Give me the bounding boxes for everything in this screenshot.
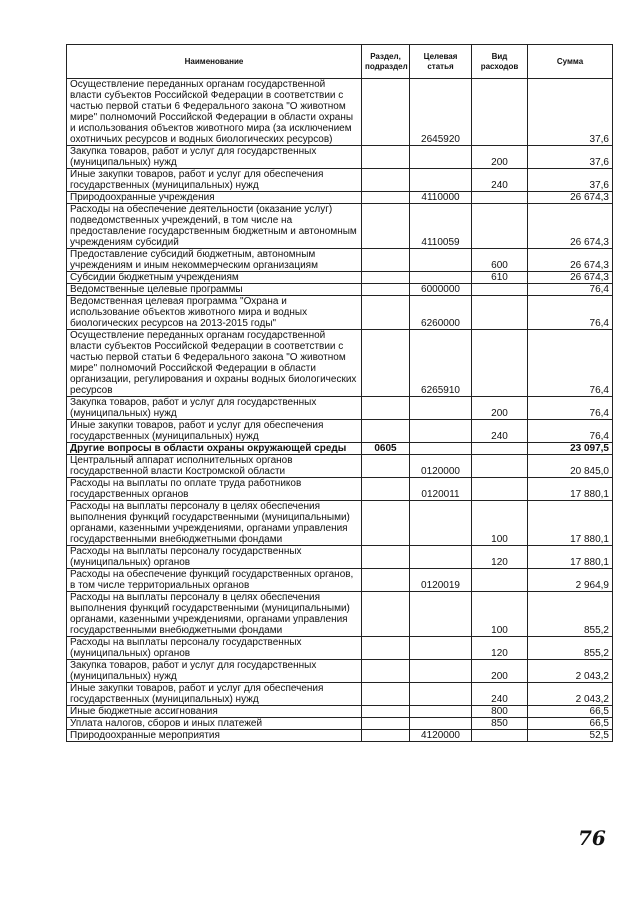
cell-target: 0120011: [410, 478, 472, 501]
cell-sum: 26 674,3: [528, 204, 613, 249]
cell-name: Иные закупки товаров, работ и услуг для обеспечения государственных (муниципальных) нужд: [67, 683, 362, 706]
cell-sum: 2 964,9: [528, 569, 613, 592]
cell-section: [362, 683, 410, 706]
table-row: [67, 192, 613, 204]
budget-table: [66, 44, 613, 742]
cell-name: Центральный аппарат исполнительных органов государственной власти Костромской области: [67, 455, 362, 478]
cell-section: [362, 79, 410, 146]
cell-target: 4110000: [410, 192, 472, 204]
cell-sum: 66,5: [528, 706, 613, 718]
cell-target: [410, 718, 472, 730]
cell-sum: 855,2: [528, 592, 613, 637]
cell-target: [410, 146, 472, 169]
table-row: [67, 296, 613, 330]
cell-sum: 2 043,2: [528, 683, 613, 706]
table-row: [67, 146, 613, 169]
cell-name: Расходы на обеспечение функций государственных органов, в том числе территориальных органов: [67, 569, 362, 592]
cell-sum: 26 674,3: [528, 272, 613, 284]
cell-section: [362, 718, 410, 730]
table-row: [67, 284, 613, 296]
cell-sum: 66,5: [528, 718, 613, 730]
cell-name: Расходы на выплаты персоналу государственных (муниципальных) органов: [67, 637, 362, 660]
table-row: [67, 569, 613, 592]
cell-name: Закупка товаров, работ и услуг для государственных (муниципальных) нужд: [67, 660, 362, 683]
cell-target: 4120000: [410, 730, 472, 742]
cell-name: Расходы на обеспечение деятельности (оказание услуг) подведомственных учреждений, в том числе на предоставление государственным бюджетным и автономным учреждениям субсидий: [67, 204, 362, 249]
cell-section: [362, 637, 410, 660]
cell-type: 100: [472, 501, 528, 546]
cell-target: [410, 637, 472, 660]
cell-type: [472, 284, 528, 296]
table-row: [67, 249, 613, 272]
cell-target: 4110059: [410, 204, 472, 249]
cell-target: [410, 501, 472, 546]
cell-name: Иные закупки товаров, работ и услуг для обеспечения государственных (муниципальных) нужд: [67, 169, 362, 192]
cell-section: [362, 478, 410, 501]
cell-target: [410, 706, 472, 718]
cell-type: [472, 478, 528, 501]
cell-section: [362, 169, 410, 192]
cell-target: [410, 397, 472, 420]
cell-target: [410, 249, 472, 272]
cell-name: Расходы на выплаты персоналу в целях обеспечения выполнения функций государственными (муниципальными) органами, казенными учреждениями, органами управления государственными внебюджетными фондами: [67, 501, 362, 546]
cell-sum: 26 674,3: [528, 192, 613, 204]
cell-sum: 76,4: [528, 397, 613, 420]
cell-name: Уплата налогов, сборов и иных платежей: [67, 718, 362, 730]
table-row: [67, 730, 613, 742]
cell-type: [472, 79, 528, 146]
cell-section: [362, 546, 410, 569]
cell-sum: 37,6: [528, 146, 613, 169]
cell-target: 6000000: [410, 284, 472, 296]
cell-name: Природоохранные учреждения: [67, 192, 362, 204]
cell-name: Осуществление переданных органам государственной власти субъектов Российской Федерации в соответствии с частью первой статьи 6 Федерального закона "О животном мире" полномочий Российской Федерации в области охраны и использования объектов животного мира (за исключением охотничьих ресурсов и водных биологических ресурсов): [67, 79, 362, 146]
cell-section: [362, 146, 410, 169]
table-header-row: [67, 45, 613, 79]
cell-name: Закупка товаров, работ и услуг для государственных (муниципальных) нужд: [67, 146, 362, 169]
cell-type: 240: [472, 420, 528, 443]
cell-section: [362, 204, 410, 249]
cell-type: 200: [472, 660, 528, 683]
cell-sum: 76,4: [528, 420, 613, 443]
budget-table-wrapper: [66, 44, 612, 742]
header-sum: Сумма: [528, 45, 613, 79]
cell-type: 100: [472, 592, 528, 637]
cell-sum: 76,4: [528, 296, 613, 330]
cell-section: 0605: [362, 443, 410, 455]
cell-sum: 17 880,1: [528, 478, 613, 501]
cell-type: [472, 455, 528, 478]
table-row: [67, 397, 613, 420]
cell-target: [410, 546, 472, 569]
cell-sum: 2 043,2: [528, 660, 613, 683]
table-row: [67, 478, 613, 501]
table-row: [67, 637, 613, 660]
table-row: [67, 455, 613, 478]
cell-type: 240: [472, 169, 528, 192]
cell-section: [362, 296, 410, 330]
page-number: 76: [578, 826, 606, 850]
cell-type: 120: [472, 546, 528, 569]
cell-section: [362, 272, 410, 284]
table-row: [67, 718, 613, 730]
cell-sum: 855,2: [528, 637, 613, 660]
header-target: Целевая статья: [410, 45, 472, 79]
cell-name: Иные бюджетные ассигнования: [67, 706, 362, 718]
cell-name: Закупка товаров, работ и услуг для государственных (муниципальных) нужд: [67, 397, 362, 420]
cell-name: Природоохранные мероприятия: [67, 730, 362, 742]
cell-section: [362, 660, 410, 683]
cell-section: [362, 501, 410, 546]
table-row: [67, 683, 613, 706]
cell-type: 600: [472, 249, 528, 272]
cell-target: 0120019: [410, 569, 472, 592]
cell-name: Другие вопросы в области охраны окружающей среды: [67, 443, 362, 455]
cell-target: [410, 169, 472, 192]
cell-target: [410, 660, 472, 683]
table-row: [67, 330, 613, 397]
cell-section: [362, 397, 410, 420]
cell-type: [472, 569, 528, 592]
table-body: [67, 79, 613, 742]
cell-target: 2645920: [410, 79, 472, 146]
cell-target: [410, 592, 472, 637]
cell-sum: 20 845,0: [528, 455, 613, 478]
table-row: [67, 169, 613, 192]
cell-target: [410, 683, 472, 706]
cell-section: [362, 420, 410, 443]
cell-name: Ведомственная целевая программа "Охрана и использование объектов животного мира и водных биологических ресурсов на 2013-2015 годы": [67, 296, 362, 330]
cell-section: [362, 730, 410, 742]
cell-section: [362, 455, 410, 478]
table-row: [67, 660, 613, 683]
cell-target: [410, 420, 472, 443]
cell-type: 240: [472, 683, 528, 706]
cell-section: [362, 569, 410, 592]
cell-type: [472, 330, 528, 397]
cell-type: 200: [472, 146, 528, 169]
cell-name: Расходы на выплаты по оплате труда работников государственных органов: [67, 478, 362, 501]
cell-sum: 23 097,5: [528, 443, 613, 455]
cell-type: [472, 296, 528, 330]
cell-target: [410, 443, 472, 455]
cell-sum: 76,4: [528, 330, 613, 397]
table-row: [67, 706, 613, 718]
table-row: [67, 592, 613, 637]
cell-target: 0120000: [410, 455, 472, 478]
cell-type: [472, 443, 528, 455]
cell-type: 120: [472, 637, 528, 660]
cell-sum: 17 880,1: [528, 501, 613, 546]
cell-section: [362, 592, 410, 637]
cell-sum: 37,6: [528, 169, 613, 192]
cell-sum: 37,6: [528, 79, 613, 146]
cell-target: 6265910: [410, 330, 472, 397]
cell-section: [362, 284, 410, 296]
cell-section: [362, 706, 410, 718]
cell-name: Ведомственные целевые программы: [67, 284, 362, 296]
cell-type: 850: [472, 718, 528, 730]
cell-target: [410, 272, 472, 284]
cell-target: 6260000: [410, 296, 472, 330]
cell-section: [362, 192, 410, 204]
header-type: Вид расходов: [472, 45, 528, 79]
cell-name: Расходы на выплаты персоналу в целях обеспечения выполнения функций государственными (муниципальными) органами, казенными учреждениями, органами управления государственными внебюджетными фондами: [67, 592, 362, 637]
cell-name: Расходы на выплаты персоналу государственных (муниципальных) органов: [67, 546, 362, 569]
cell-type: [472, 204, 528, 249]
header-name: Наименование: [67, 45, 362, 79]
cell-sum: 26 674,3: [528, 249, 613, 272]
cell-name: Субсидии бюджетным учреждениям: [67, 272, 362, 284]
table-row: [67, 204, 613, 249]
table-row: [67, 272, 613, 284]
table-row: [67, 501, 613, 546]
cell-type: 610: [472, 272, 528, 284]
cell-sum: 52,5: [528, 730, 613, 742]
cell-type: 800: [472, 706, 528, 718]
table-row: [67, 79, 613, 146]
cell-type: [472, 192, 528, 204]
cell-sum: 17 880,1: [528, 546, 613, 569]
table-row: [67, 546, 613, 569]
cell-type: 200: [472, 397, 528, 420]
cell-name: Осуществление переданных органам государственной власти субъектов Российской Федерации в соответствии с частью первой статьи 6 Федерального закона "О животном мире" полномочий Российской Федерации в области организации, регулирования и охраны водных биологических ресурсов: [67, 330, 362, 397]
cell-section: [362, 330, 410, 397]
header-section: Раздел, подраздел: [362, 45, 410, 79]
table-row: [67, 443, 613, 455]
cell-section: [362, 249, 410, 272]
cell-name: Предоставление субсидий бюджетным, автономным учреждениям и иным некоммерческим организациям: [67, 249, 362, 272]
cell-sum: 76,4: [528, 284, 613, 296]
table-row: [67, 420, 613, 443]
cell-type: [472, 730, 528, 742]
cell-name: Иные закупки товаров, работ и услуг для обеспечения государственных (муниципальных) нужд: [67, 420, 362, 443]
